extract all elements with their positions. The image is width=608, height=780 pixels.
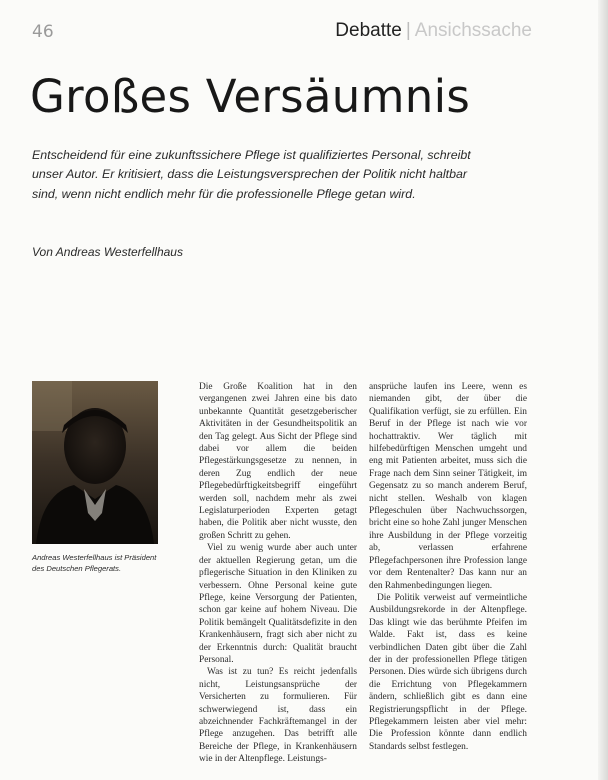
author-portrait-image	[32, 381, 158, 544]
section-separator: |	[405, 20, 411, 41]
article-lead: Entscheidend für eine zukunftssichere Pflege ist qualifiziertes Personal, schreibt unser Autor. Er kritisiert, dass die Leistungsversprechen der Politik nicht haltbar sind, wenn nicht endlich mehr für die professionelle Pflege getan wird.	[32, 148, 471, 201]
photo-caption: Andreas Westerfellhaus ist Präsident des Deutschen Pflegerats.	[32, 553, 157, 573]
article-byline: Von Andreas Westerfellhaus	[32, 245, 183, 259]
column-1-paragraph-2: Viel zu wenig wurde aber auch unter der aktuellen Regierung getan, um die pflegerische Situation in den Kliniken zu verbessern. Ohne Personal keine gute Pflege, keine Versorgung der Patienten, schon gar keine auf hohem Niveau. Die Politik bemängelt Qualitätsdefizite in den Krankenhäusern, fragt sich aber nicht zu der Erkenntnis durch: Qualität braucht Personal.	[199, 543, 357, 665]
column-2-paragraph-1: ansprüche laufen ins Leere, wenn es niemanden gibt, der über die Qualifikation verfügt, sie zu erfüllen. Ein Beruf in der Pflege ist nach wie vor hochattraktiv. Wer täglich mit hilfebedürftigen Menschen umgeht und eng mit Patienten arbeitet, muss sich die Frage nach dem Sinn seiner Tätigkeit, im Gegensatz zu so manch anderem Beruf, nicht stellen. Weshalb von klagen Pflegeschulen über Nachwuchssorgen, bricht eine so hohe Zahl junger Menschen ihre Ausbildung in der Pflege vorzeitig ab, verlassen erfahrene Pflegefachpersonen ihre Profession lange vor dem Rentenalter? Das kann nur an den Rahmenbedingungen liegen.	[369, 382, 527, 591]
article-column-2	[369, 381, 527, 779]
article-title: Großes Versäumnis	[30, 70, 471, 123]
section-title: Debatte	[335, 20, 402, 41]
column-2-paragraph-2: Die Politik verweist auf vermeintliche Ausbildungsrekorde in der Altenpflege. Das klingt wie das berühmte Pfeifen im Walde. Fakt ist, dass es keine verbindlichen Daten gibt über die Zahl der in der professionellen Pflege tätigen Personen. Dies würde sich übrigens durch die Errichtung von Pflegekammern ändern, schließlich gibt es dann eine Registrierungspflicht in der Pflege. Pflegekammern leisten aber viel mehr: Die Profession könnte dann endlich Standards selbst festlegen.	[369, 592, 527, 752]
column-1-paragraph-3: Was ist zu tun? Es reicht jedenfalls nicht, Leistungsansprüche der Versicherten zu formulieren. Für schwerwiegend ist, dass ein abzeichnender Fachkräftemangel in der Pflege anzugehen. Das betrifft alle Bereiche der Pflege, in Krankenhäusern wie in der Altenpflege. Leistungs-	[199, 667, 357, 765]
author-photo	[32, 381, 158, 544]
article-column-1	[199, 381, 357, 779]
section-subtitle: Ansichssache	[414, 20, 532, 41]
page-number: 46	[32, 22, 54, 42]
page-edge-shadow	[598, 0, 608, 780]
section-header	[310, 20, 532, 42]
column-1-paragraph-1: Die Große Koalition hat in den vergangenen zwei Jahren eine bis dato unbekannte Quantität gesetzgeberischer Aktivitäten in der Gesundheitspolitik an den Tag gelegt. Aus Sicht der Pflege sind dabei vor allem die beiden Pflegestärkungsgesetze zu nennen, in deren Zug endlich der neue Pflegebedürftigkeitsbegriff eingeführt werden soll, nachdem mehr als zwei Legislaturperioden Experten getagt haben, die Politik aber nicht wusste, den großen Schritt zu gehen.	[199, 382, 357, 541]
